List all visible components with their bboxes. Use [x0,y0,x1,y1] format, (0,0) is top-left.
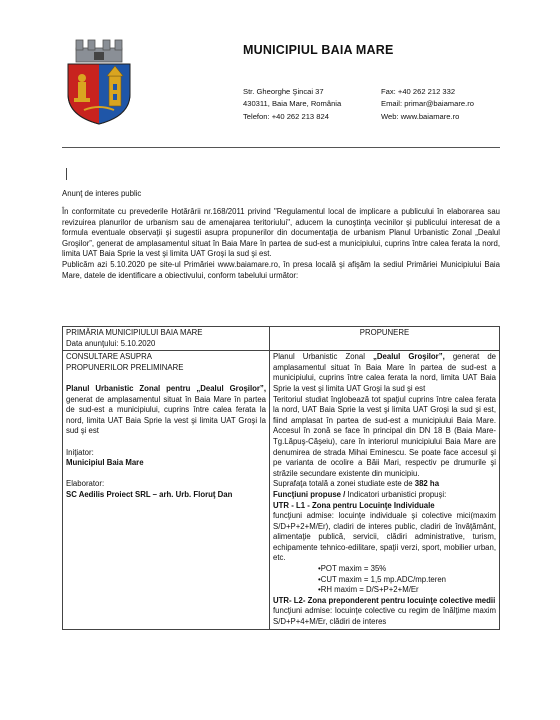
plan-name: Planul Urbanistic Zonal pentru „Dealul Groşilor”, [66,383,266,393]
utr2-text: funcţiuni admise: locuinţe colective cu regim de înălţime maxim S/D+P+4+M/Er, clădiri de interes [273,606,496,627]
identification-table [62,326,500,630]
notice-title: Anunţ de interes public [62,189,142,198]
address-block [243,86,341,123]
phone-line: Telefon: +40 262 213 824 [243,111,329,121]
header-divider [62,147,500,148]
proposal-paragraph [273,352,496,394]
institution-name: PRIMĂRIA MUNICIPIULUI BAIA MARE [66,328,203,337]
announcement-date: Data anunţului: 5.10.2020 [66,338,156,348]
web-line: Web: www.baiamare.ro [381,111,460,121]
area-paragraph [273,479,496,490]
text-span: Suprafaţa totală a zonei studiate este de [273,479,415,489]
text-span: Indicatori urbanistici propuşi: [345,489,447,499]
table-body-row [63,351,500,629]
plan-name: „Dealul Groşilor”, [373,352,445,362]
table-header-row [63,327,500,351]
email-line: Email: primar@baiamare.ro [381,99,474,109]
utr2-title: UTR- L2- Zona preponderent pentru locuinţe colective medii [273,595,496,605]
consult-line: PROPUNERILOR PRELIMINARE [66,362,184,372]
text-span: Funcţiuni propuse / [273,489,346,499]
notice-intro [62,207,500,281]
initiator-label: Iniţiator: [66,447,94,457]
intro-paragraph: În conformitate cu prevederile Hotărârii nr.168/2011 privind "Regulamentul local de implicare a publicului în elaborarea sau revizuirea planurilor de urbanism sau de amenajarea teritoriului", aducem la cunoştinţa vecinilor şi publicului interesat de a formula eventuale observaţii şi sugestii asupra propunerilor din documentaţia de urbanism Planul Urbanistic Zonal „Dealul Groşilor”, generat de amplasamentul situat în Baia Mare în partea de sud-est a municipiului, cuprins între calea ferata la nord, limita UAT Baia Sprie la vest şi limita UAT Groşi la sud şi est. [62,207,500,259]
intro-paragraph: Publicăm azi 5.10.2020 pe site-ul Primăriei www.baiamare.ro, în presa locală şi afişăm la sediul Primăriei Municipiului Baia Mare, datele de identificare a obiectivului, conform tabelului următor: [62,259,500,280]
text-cursor [66,168,67,180]
indicator-item: •RH maxim = D/S+P+2+M/Er [318,585,419,595]
address-line: Str. Gheorghe Şincai 37 [243,87,324,96]
page-title: MUNICIPIUL BAIA MARE [243,43,394,57]
city-crest-icon [62,36,136,126]
functions-heading [273,490,496,501]
elaborator-value: SC Aedilis Proiect SRL – arh. Urb. Floruţ Dan [66,489,233,499]
text-span: Planul Urbanistic Zonal [273,352,374,362]
plan-location: generat de amplasamentul situat în Baia Mare în partea de sud-est a municipiului, cuprins între calea ferata la nord, limita UAT Baia Sprie la vest şi limita UAT Groşi la sud şi est [66,394,266,436]
fax-line: Fax: +40 262 212 332 [381,87,456,96]
indicator-item: •CUT maxim = 1,5 mp.ADC/mp.teren [318,574,447,584]
territory-paragraph: Teritoriul studiat înglobează tot spaţiul cuprins între calea ferata la nord, UAT Baia Sprie la vest şi limita UAT Groşi la sud şi est, fiind amplasat în partea de sud-est a municipiului Baia Mare. Accesul în zonă se face în principal din DN 18 B (Baia Mare-Tg.Lăpuş-Căşeiu), care în interiorul municipiului Baia Mare are denumirea de strada Mihai Eminescu. Se poate face accesul şi pe varianta de ocolire a Băii Mari, respectiv pe drumurile şi străzile secundare existente din municipiu. [273,394,496,478]
consult-line: CONSULTARE ASUPRA [66,352,152,362]
area-value: 382 ha [414,479,440,489]
initiator-value: Municipiul Baia Mare [66,458,144,468]
plan-description [66,384,266,437]
address-line: 430311, Baia Mare, România [243,99,342,109]
left-header-cell [63,327,270,351]
utr1-text: funcţiuni admise: locuinţe individuale şi colective mici(maxim S/D+P+2+M/Er), cladiri de interes public, cladiri de învăţământ, alimentaţie publică, servicii, clădiri administrative, turism, echipamente tehnico-edilitare, spaţii verzi, sport, mobilier urban, etc. [273,511,496,563]
contact-block [381,86,474,123]
elaborator-label: Elaborator: [66,479,105,489]
left-body-cell [63,351,270,629]
text-span: generat de amplasamentul situat în Baia Mare în partea de sud-est a municipiului, cuprins între calea ferata la nord, limita UAT Baia Sprie la vest şi limita UAT Groşi la sud şi est [273,352,496,393]
utr1-title: UTR - L1 - Zona pentru Locuinţe Individuale [273,500,435,510]
indicator-item: •POT maxim = 35% [318,564,387,574]
right-body-cell [270,351,500,629]
right-header-cell: PROPUNERE [270,327,500,351]
